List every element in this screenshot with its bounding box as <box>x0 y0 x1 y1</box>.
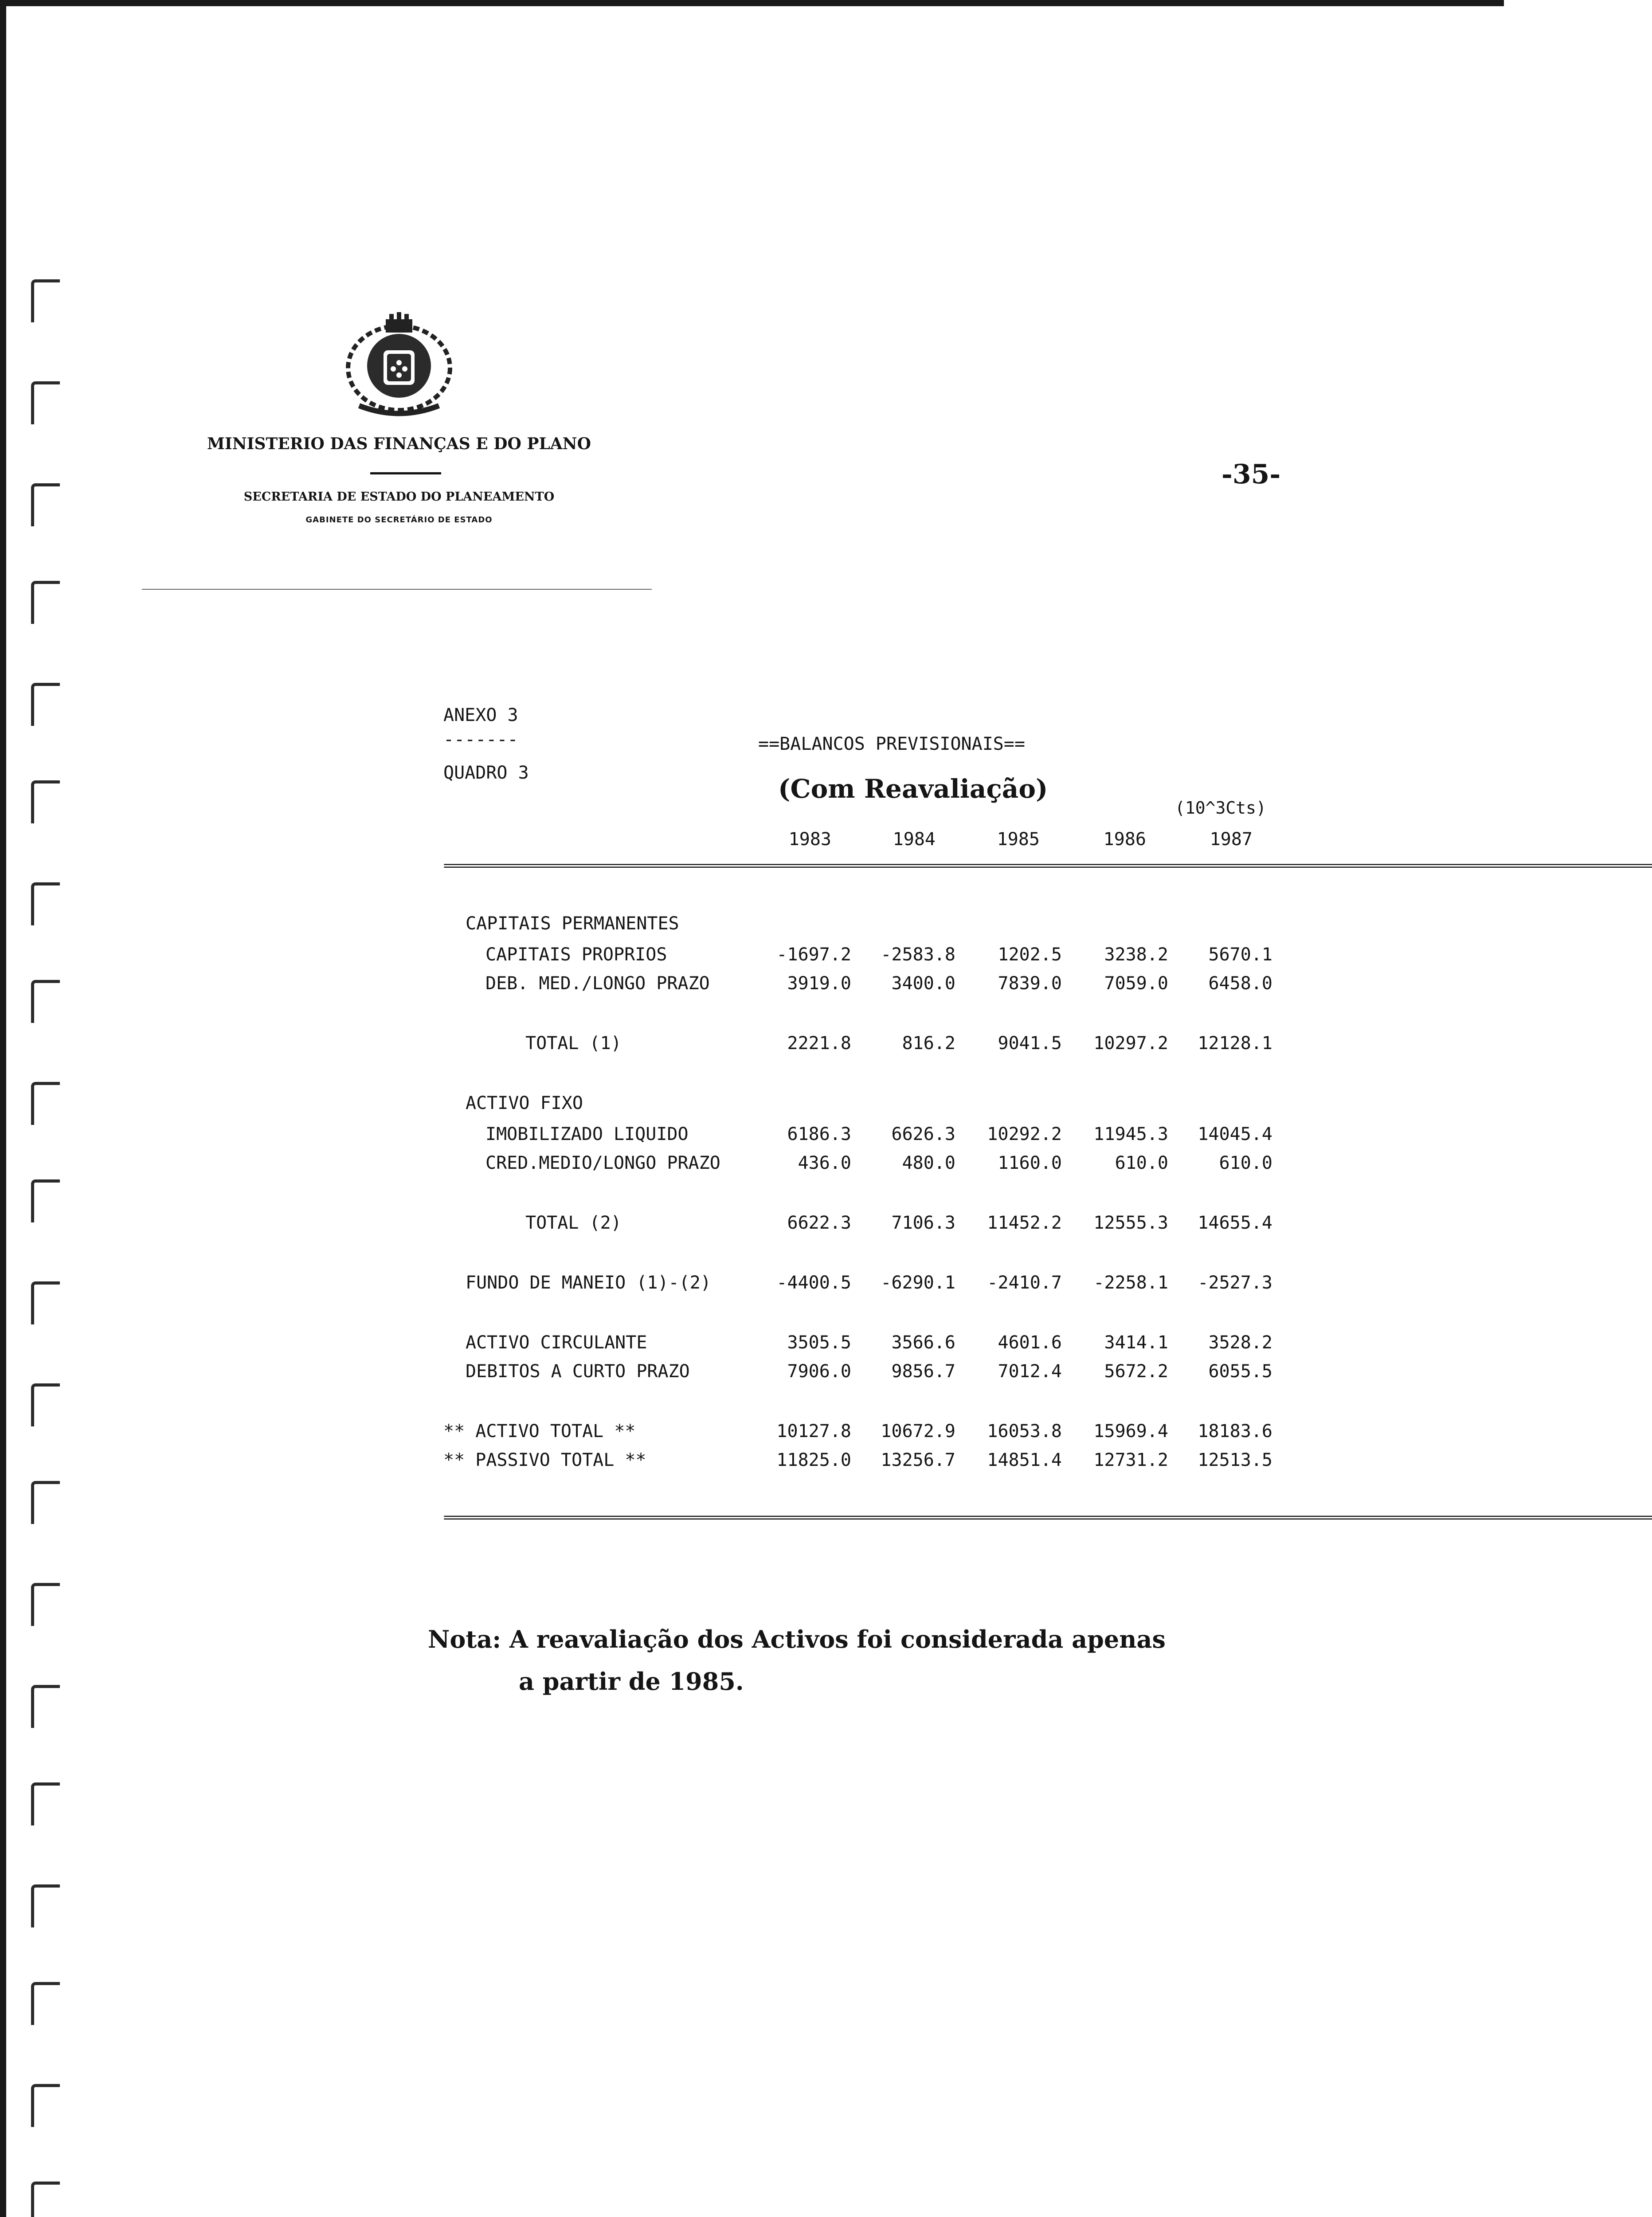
letterhead-underline <box>142 589 652 590</box>
table-cell: 7012.4 <box>998 1361 1062 1382</box>
year-header: 1986 <box>1103 829 1146 850</box>
binder-mark <box>31 683 60 726</box>
coat-of-arms-icon <box>341 310 457 421</box>
row-label: FUNDO DE MANEIO (1)-(2) <box>466 1273 711 1293</box>
table-cell: 2221.8 <box>787 1033 851 1054</box>
row-label: ACTIVO FIXO <box>466 1093 583 1113</box>
annex-label: ANEXO 3 <box>443 705 518 725</box>
table-cell: -2410.7 <box>987 1273 1062 1293</box>
table-cell: 5672.2 <box>1104 1361 1168 1382</box>
table-cell: 16053.8 <box>987 1421 1062 1441</box>
table-cell: 3400.0 <box>891 973 955 994</box>
row-label: DEB. MED./LONGO PRAZO <box>485 973 710 994</box>
binder-mark <box>31 882 60 925</box>
table-rule-bottom: ================================================================================================================================================================================================================================== <box>443 1510 1652 1525</box>
table-cell: 14851.4 <box>987 1450 1062 1470</box>
year-header: 1983 <box>788 829 831 850</box>
page-number: -35- <box>1221 459 1281 490</box>
annex-dashes: ------- <box>443 729 518 750</box>
table-cell: 6055.5 <box>1208 1361 1272 1382</box>
binder-mark <box>31 1982 60 2025</box>
table-cell: 10292.2 <box>987 1124 1062 1144</box>
table-cell: 4601.6 <box>998 1332 1062 1353</box>
table-cell: 7906.0 <box>787 1361 851 1382</box>
table-cell: 18183.6 <box>1198 1421 1272 1441</box>
binder-mark <box>31 980 60 1023</box>
binder-mark <box>31 1481 60 1524</box>
table-cell: 1202.5 <box>998 944 1062 965</box>
binder-mark <box>31 2084 60 2127</box>
note-line-2: a partir de 1985. <box>519 1667 744 1696</box>
units-label: (10^3Cts) <box>1175 798 1266 818</box>
table-cell: 6186.3 <box>787 1124 851 1144</box>
table-cell: 7839.0 <box>998 973 1062 994</box>
table-cell: 3919.0 <box>787 973 851 994</box>
binder-mark <box>31 1281 60 1324</box>
binder-mark <box>31 1082 60 1125</box>
table-cell: 14045.4 <box>1198 1124 1272 1144</box>
table-cell: 14655.4 <box>1198 1213 1272 1233</box>
row-label: ** PASSIVO TOTAL ** <box>443 1450 646 1470</box>
table-cell: -4400.5 <box>776 1273 851 1293</box>
table-cell: 6458.0 <box>1208 973 1272 994</box>
table-cell: 3414.1 <box>1104 1332 1168 1353</box>
note-line-1: Nota: A reavaliação dos Activos foi considerada apenas <box>428 1625 1166 1653</box>
secretariat-name: SECRETARIA DE ESTADO DO PLANEAMENTO <box>243 490 555 504</box>
table-cell: 3528.2 <box>1208 1332 1272 1353</box>
table-cell: -1697.2 <box>776 944 851 965</box>
table-cell: 6626.3 <box>891 1124 955 1144</box>
table-cell: 5670.1 <box>1208 944 1272 965</box>
table-cell: -6290.1 <box>881 1273 955 1293</box>
page-border-top <box>0 0 1504 6</box>
ministry-name: MINISTERIO DAS FINANÇAS E DO PLANO <box>207 435 591 453</box>
year-header: 1987 <box>1210 829 1253 850</box>
table-cell: 9856.7 <box>891 1361 955 1382</box>
table-cell: 3566.6 <box>891 1332 955 1353</box>
table-cell: 12731.2 <box>1093 1450 1168 1470</box>
table-cell: -2527.3 <box>1198 1273 1272 1293</box>
table-cell: 9041.5 <box>998 1033 1062 1054</box>
table-cell: 480.0 <box>902 1153 955 1173</box>
row-label: ACTIVO CIRCULANTE <box>466 1332 647 1353</box>
table-cell: 13256.7 <box>881 1450 955 1470</box>
table-cell: 11452.2 <box>987 1213 1062 1233</box>
table-cell: -2258.1 <box>1093 1273 1168 1293</box>
binder-mark <box>31 1884 60 1927</box>
table-cell: 610.0 <box>1219 1153 1272 1173</box>
row-label: CRED.MEDIO/LONGO PRAZO <box>485 1153 720 1173</box>
cabinet-name: GABINETE DO SECRETÁRIO DE ESTADO <box>305 515 493 525</box>
binder-mark <box>31 483 60 526</box>
table-cell: 12513.5 <box>1198 1450 1272 1470</box>
table-rule-top: ================================================================================================================================================================================================================================== <box>443 858 1652 873</box>
table-cell: 12128.1 <box>1198 1033 1272 1054</box>
table-cell: 610.0 <box>1115 1153 1168 1173</box>
row-label: DEBITOS A CURTO PRAZO <box>466 1361 690 1382</box>
table-cell: 7106.3 <box>891 1213 955 1233</box>
binder-mark <box>31 581 60 624</box>
table-cell: 11945.3 <box>1093 1124 1168 1144</box>
table-cell: 11825.0 <box>776 1450 851 1470</box>
table-cell: 12555.3 <box>1093 1213 1168 1233</box>
table-title: ==BALANCOS PREVISIONAIS== <box>758 734 1026 754</box>
binder-mark <box>31 1782 60 1825</box>
table-cell: 10297.2 <box>1093 1033 1168 1054</box>
year-header: 1984 <box>893 829 936 850</box>
binder-mark <box>31 381 60 424</box>
table-cell: 436.0 <box>798 1153 851 1173</box>
letterhead <box>146 310 652 594</box>
page-border-left <box>0 0 6 2217</box>
table-cell: 6622.3 <box>787 1213 851 1233</box>
binder-mark <box>31 1685 60 1728</box>
letterhead-rule <box>370 472 441 474</box>
binder-mark <box>31 2182 60 2217</box>
binder-mark <box>31 1583 60 1626</box>
table-ref: QUADRO 3 <box>443 763 529 783</box>
row-label: ** ACTIVO TOTAL ** <box>443 1421 636 1441</box>
table-cell: 3505.5 <box>787 1332 851 1353</box>
table-cell: 15969.4 <box>1093 1421 1168 1441</box>
binder-mark <box>31 1383 60 1426</box>
row-label: CAPITAIS PROPRIOS <box>485 944 667 965</box>
year-header: 1985 <box>997 829 1040 850</box>
row-label: IMOBILIZADO LIQUIDO <box>485 1124 689 1144</box>
table-cell: 7059.0 <box>1104 973 1168 994</box>
row-label: CAPITAIS PERMANENTES <box>466 913 679 934</box>
binder-mark <box>31 279 60 322</box>
table-cell: 816.2 <box>902 1033 955 1054</box>
table-cell: 3238.2 <box>1104 944 1168 965</box>
binder-mark <box>31 1179 60 1222</box>
table-cell: 10672.9 <box>881 1421 955 1441</box>
row-label: TOTAL (1) <box>525 1033 622 1054</box>
binder-mark <box>31 780 60 823</box>
table-cell: 10127.8 <box>776 1421 851 1441</box>
table-subtitle: (Com Reavaliação) <box>778 774 1048 804</box>
table-cell: -2583.8 <box>881 944 955 965</box>
row-label: TOTAL (2) <box>525 1213 622 1233</box>
table-cell: 1160.0 <box>998 1153 1062 1173</box>
